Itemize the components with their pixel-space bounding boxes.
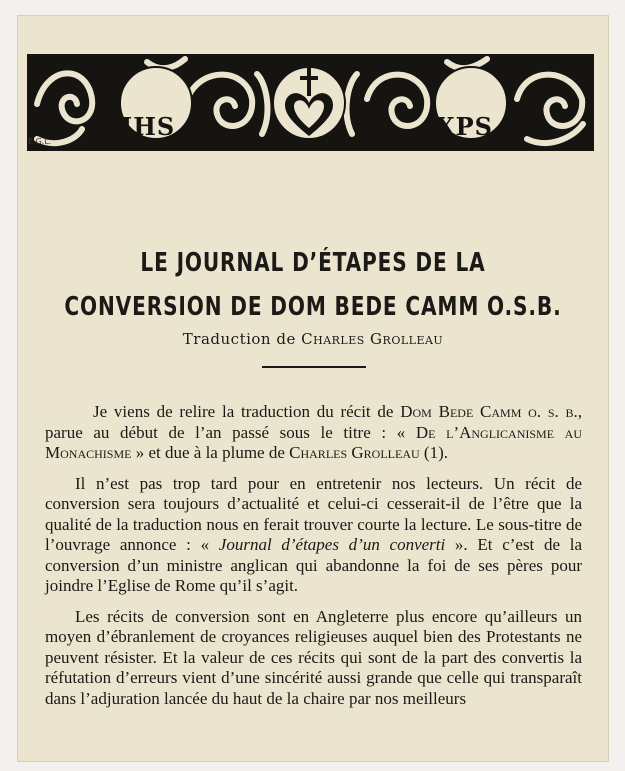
paragraph-text: Charles Grolleau	[289, 443, 420, 462]
article-page	[18, 16, 608, 761]
paragraph-text: ». Et c’est de la conversion d’un ministre anglican qui abandonne la foi de ses pères pour joindre l’Eglise de Rome qu’il s’agit.	[45, 535, 582, 595]
paragraph-text: Il n’est pas trop tard pour en entretenir nos lecteurs. Un récit de conversion sera toujours d’actualité et celui-ci cesserait-il de l’être que la qualité de la traduction nous en ferait trouver courte la lecture. Le sous-titre de l’ouvrage annonce : «	[45, 473, 582, 554]
xps-monogram: XPS	[436, 112, 493, 141]
article-title-line-1: LE JOURNAL D’ÉTAPES DE LA	[140, 248, 486, 278]
banner-ornament	[27, 54, 594, 151]
paragraph-text: (1).	[419, 443, 448, 462]
decorative-banner	[27, 54, 594, 151]
translation-credit	[18, 330, 608, 348]
paragraph-text: , parue au début de l’an passé sous le titre : «	[45, 402, 583, 442]
paragraph-text: Dom Bede Camm o. s. b.	[400, 402, 578, 421]
paragraph-text: » et due à la plume de	[131, 443, 290, 462]
article-title-line-2: CONVERSION DE DOM BEDE CAMM O.S.B.	[64, 292, 562, 322]
article-body	[45, 402, 582, 719]
paragraph-text: Journal d’étapes d’un converti	[218, 535, 446, 554]
ihs-monogram: IHS	[121, 112, 176, 141]
paragraph-text: Les récits de conversion sont en Angleterre plus encore qu’ailleurs un moyen d’ébranlement de croyances religieuses auquel bien des Protestants ne peuvent résister. Et la valeur de ces récits qui sont de la part des convertis la réfutation d’erreurs vient d’une sincérité aussi grande que celle qui transparaît dans l’adjuration lancée du haut de la chaire par nos meilleurs	[45, 606, 582, 708]
translation-credit-prefix: Traduction de	[182, 330, 296, 348]
body-paragraph	[45, 474, 582, 597]
translator-name: Charles Grolleau	[301, 330, 444, 348]
title-divider	[262, 366, 366, 368]
engraver-initials: E.G.L.	[28, 137, 52, 146]
body-paragraph	[45, 402, 582, 464]
paragraph-text: Je viens de relire la traduction du récit de	[93, 402, 401, 421]
paragraph-text: De l’Anglicanisme au Monachisme	[45, 422, 583, 462]
body-paragraph	[45, 607, 582, 710]
